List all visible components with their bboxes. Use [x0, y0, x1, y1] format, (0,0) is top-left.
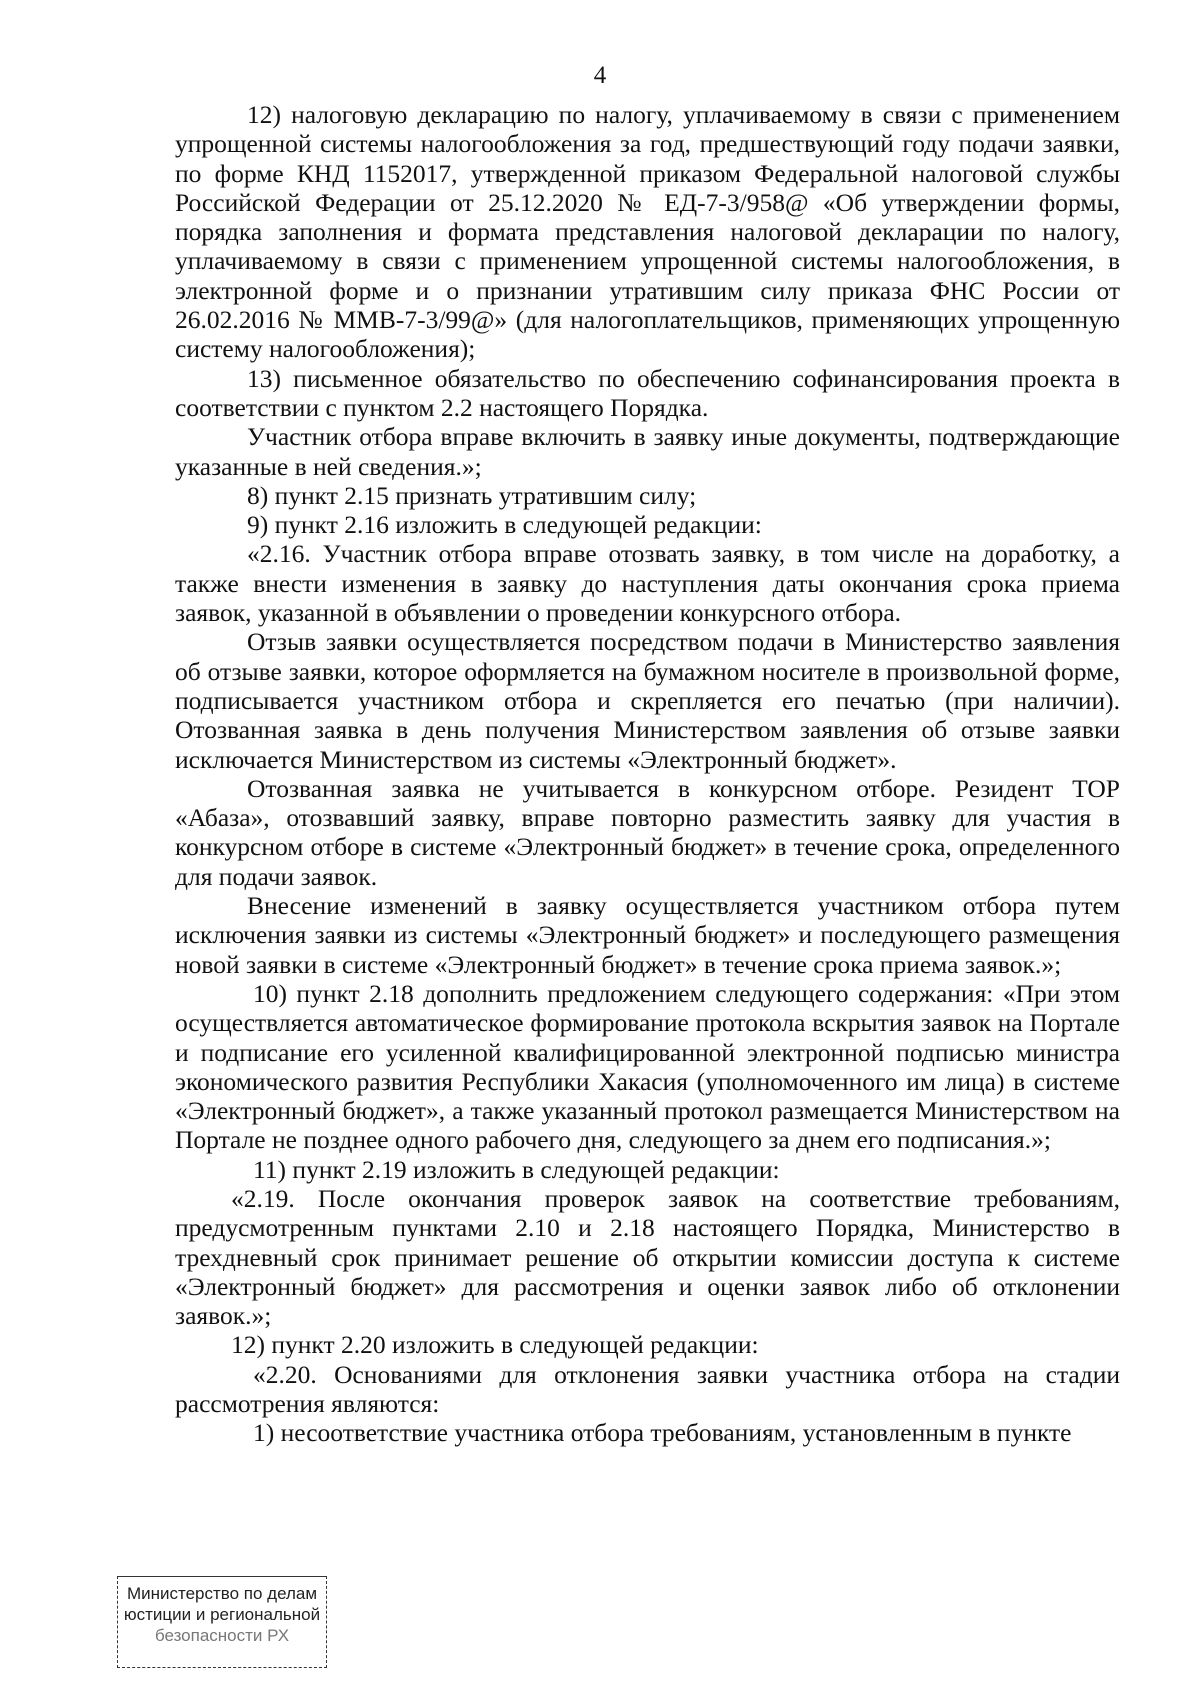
paragraph: 8) пункт 2.15 признать утратившим силу; — [247, 480, 697, 510]
paragraph: 12) налоговую декларацию по налогу, уплачиваемому в связи с применением упрощенной системы налогообложения за год, предшествующий году подачи заявки, по форме КНД 1152017, утвержденной приказом Федеральной налоговой службы Российской Федерации от 25.12.2020 № ЕД-7-3/958@ «Об утверждении формы, порядка заполнения и формата представления налоговой декларации по налогу, уплачиваемому в связи с применением упрощенной системы налогообложения, в электронной форме и о признании утратившим силу приказа ФНС России от 26.02.2016 № ММВ-7-3/99@» (для налогоплательщиков, применяющих упрощенную систему налогообложения); — [175, 100, 1120, 364]
paragraph: 11) пункт 2.19 изложить в следующей редакции: — [253, 1154, 780, 1184]
stamp-line: Министерство по делам — [126, 1584, 318, 1603]
paragraph: 10) пункт 2.18 дополнить предложением следующего содержания: «При этом осуществляется автоматическое формирование протокола вскрытия заявок на Портале и подписание его усиленной квалифицированной электронной подписью министра экономического развития Республики Хакасия (уполномоченного им лица) в системе «Электронный бюджет», а также указанный протокол размещается Министерством на Портале не позднее одного рабочего дня, следующего за днем его подписания.»; — [175, 978, 1120, 1155]
paragraph: 12) пункт 2.20 изложить в следующей редакции: — [231, 1330, 759, 1360]
document-body — [175, 100, 1120, 1448]
stamp-line: безопасности РХ — [154, 1626, 290, 1645]
paragraph: «2.19. После окончания проверок заявок на соответствие требованиям, предусмотренным пунктами 2.10 и 2.18 настоящего Порядка, Министерство в трехдневный срок принимает решение об открытии комиссии доступа к системе «Электронный бюджет» для рассмотрения и оценки заявок либо об отклонении заявок.»; — [175, 1183, 1120, 1331]
paragraph: 9) пункт 2.16 изложить в следующей редакции: — [247, 510, 762, 540]
paragraph: «2.16. Участник отбора вправе отозвать заявку, в том числе на доработку, а также внести изменения в заявку до наступления даты окончания срока приема заявок, указанной в объявлении о проведении конкурсного отбора. — [175, 539, 1120, 628]
paragraph: Внесение изменений в заявку осуществляется участником отбора путем исключения заявки из системы «Электронный бюджет» и последующего размещения новой заявки в системе «Электронный бюджет» в течение срока приема заявок.»; — [175, 891, 1120, 979]
paragraph: 13) письменное обязательство по обеспечению софинансирования проекта в соответствии с пунктом 2.2 настоящего Порядка. — [175, 363, 1120, 422]
ministry-stamp — [117, 1576, 327, 1668]
paragraph: Участник отбора вправе включить в заявку иные документы, подтверждающие указанные в ней сведения.»; — [175, 422, 1120, 481]
paragraph: Отзыв заявки осуществляется посредством подачи в Министерство заявления об отзыве заявки, которое оформляется на бумажном носителе в произвольной форме, подписывается участником отбора и скрепляется его печатью (при наличии). Отозванная заявка в день получения Министерством заявления об отзыве заявки исключается Министерством из системы «Электронный бюджет». — [175, 627, 1120, 774]
paragraph: «2.20. Основаниями для отклонения заявки участника отбора на стадии рассмотрения являются: — [175, 1359, 1120, 1419]
paragraph: Отозванная заявка не учитывается в конкурсном отборе. Резидент ТОР «Абаза», отозвавший заявку, вправе повторно разместить заявку для участия в конкурсном отборе в системе «Электронный бюджет» в течение срока, определенного для подачи заявок. — [175, 773, 1120, 891]
stamp-line: юстиции и региональной — [123, 1605, 321, 1624]
page-number: 4 — [593, 62, 607, 89]
paragraph: 1) несоответствие участника отбора требованиям, установленным в пункте — [253, 1418, 1072, 1448]
